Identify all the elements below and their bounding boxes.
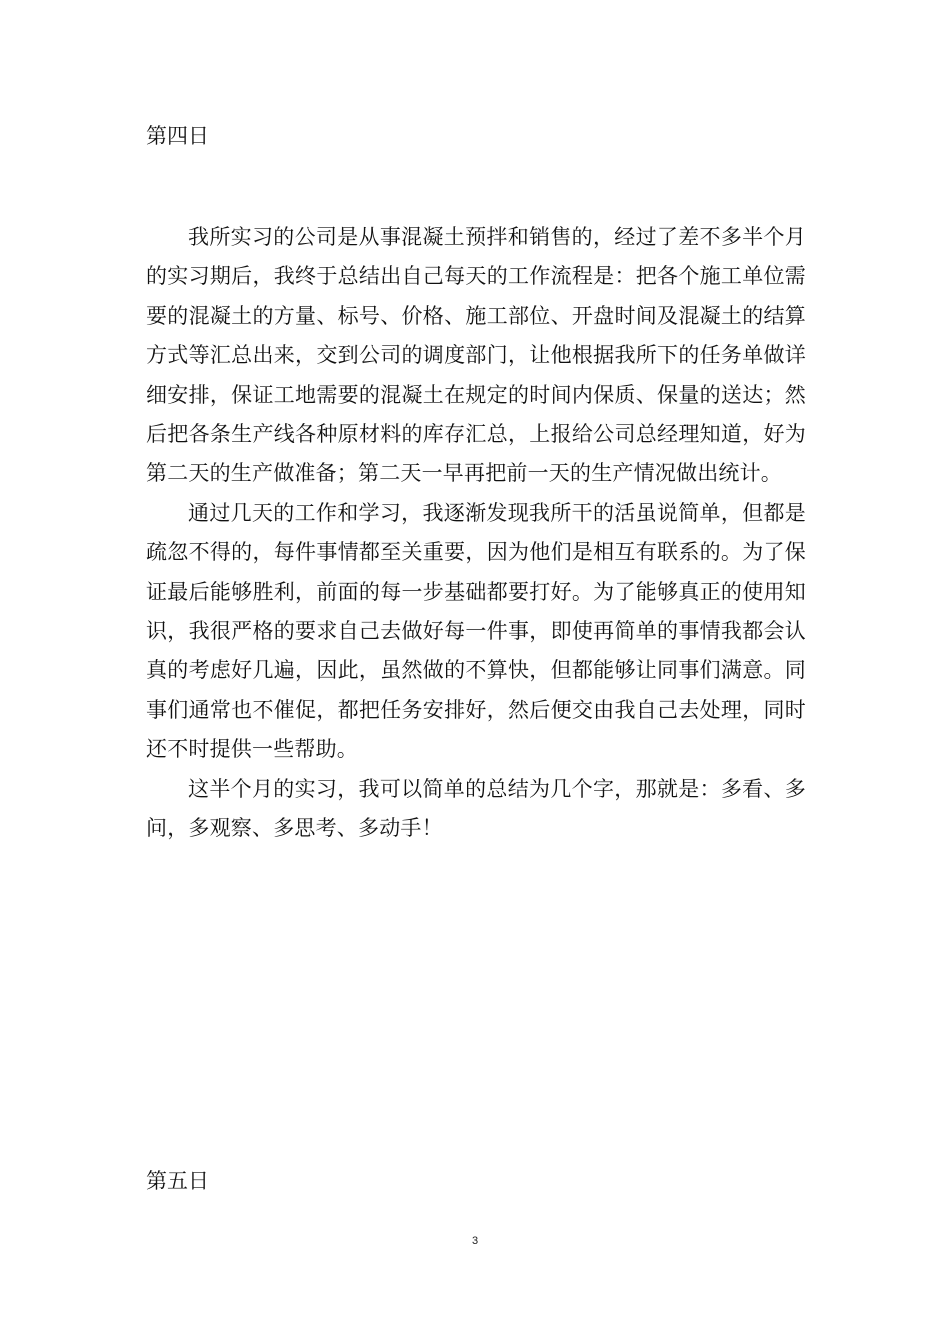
paragraph-work-process: 我所实习的公司是从事混凝土预拌和销售的，经过了差不多半个月的实习期后，我终于总结出自己每天的工作流程是：把各个施工单位需要的混凝土的方量、标号、价格、施工部位、开盘时间及混凝土的结算方式等汇总出来，交到公司的调度部门，让他根据我所下的任务单做详细安排，保证工地需要的混凝土在规定的时间内保质、保量的送达；然后把各条生产线各种原材料的库存汇总，上报给公司总经理知道，好为第二天的生产做准备；第二天一早再把前一天的生产情况做出统计。 (146, 225, 806, 486)
section-heading-day-five: 第五日 (146, 1169, 209, 1193)
document-body (146, 218, 806, 849)
paragraph-summary: 这半个月的实习，我可以简单的总结为几个字，那就是：多看、多问，多观察、多思考、多动手！ (146, 776, 806, 841)
page-number: 3 (471, 1235, 479, 1247)
paragraph-learning-reflection: 通过几天的工作和学习，我逐渐发现我所干的活虽说简单，但都是疏忽不得的，每件事情都至关重要，因为他们是相互有联系的。为了保证最后能够胜利，前面的每一步基础都要打好。为了能够真正的使用知识，我很严格的要求自己去做好每一件事，即使再简单的事情我都会认真的考虑好几遍，因此，虽然做的不算快，但都能够让同事们满意。同事们通常也不催促，都把任务安排好，然后便交由我自己去处理，同时还不时提供一些帮助。 (146, 500, 806, 762)
section-heading-day-four: 第四日 (146, 124, 209, 148)
